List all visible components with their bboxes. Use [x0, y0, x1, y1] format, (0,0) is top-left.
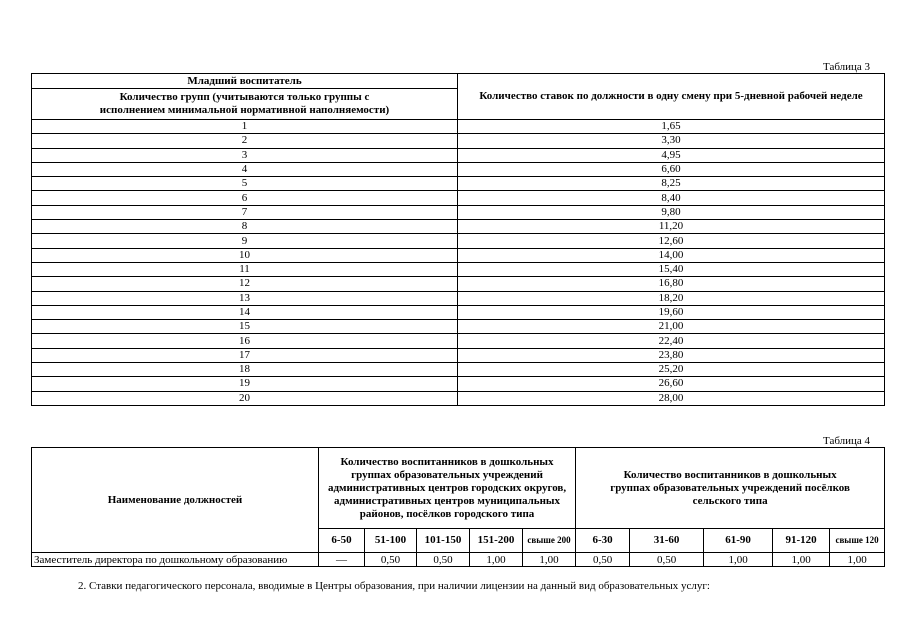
group-count-cell: 17 — [32, 348, 458, 362]
range-header: 51-100 — [365, 529, 417, 553]
table4-urban-header: Количество воспитанников в дошкольных группах образовательных учреждений административных центров городских округов, административных центров муниципальных районов, посёлков городского типа — [319, 448, 576, 529]
rate-cell: 0,50 — [365, 553, 417, 567]
note-paragraph: 2. Ставки педагогического персонала, вводимые в Центры образования, при наличии лицензии на данный вид образовательных услуг: — [78, 580, 710, 592]
group-count-cell: 1 — [32, 120, 458, 134]
group-count-cell: 18 — [32, 363, 458, 377]
range-header: свыше 120 — [830, 529, 885, 553]
table4-rural-header: Количество воспитанников в дошкольных группах образовательных учреждений посёлков сельского типа — [576, 448, 885, 529]
group-count-cell: 7 — [32, 205, 458, 219]
group-count-cell: 9 — [32, 234, 458, 248]
range-header: 6-30 — [576, 529, 630, 553]
range-header: 6-50 — [319, 529, 365, 553]
rate-cell: 1,00 — [704, 553, 773, 567]
group-count-cell: 10 — [32, 248, 458, 262]
table3-group-header: Младший воспитатель — [32, 74, 458, 89]
group-count-cell: 11 — [32, 262, 458, 276]
rate-cell: 14,00 — [458, 248, 885, 262]
table3-col1-header: Количество групп (учитываются только группы с исполнением минимальной нормативной наполняемости) — [32, 89, 458, 120]
table-row — [32, 262, 885, 276]
table-row — [32, 134, 885, 148]
table-row — [32, 248, 885, 262]
group-count-cell: 14 — [32, 305, 458, 319]
group-count-cell: 15 — [32, 320, 458, 334]
group-count-cell: 4 — [32, 162, 458, 176]
table4-caption: Таблица 4 — [823, 435, 871, 447]
rate-cell: 0,50 — [417, 553, 470, 567]
rate-cell: 15,40 — [458, 262, 885, 276]
table-row — [32, 148, 885, 162]
position-name-cell: Заместитель директора по дошкольному образованию — [32, 553, 319, 567]
table-row — [32, 553, 885, 567]
table-row — [32, 277, 885, 291]
table-row — [32, 162, 885, 176]
rate-cell: — — [319, 553, 365, 567]
table-row — [32, 234, 885, 248]
rate-cell: 9,80 — [458, 205, 885, 219]
table-row — [32, 363, 885, 377]
rate-cell: 25,20 — [458, 363, 885, 377]
group-count-cell: 5 — [32, 177, 458, 191]
rate-cell: 18,20 — [458, 291, 885, 305]
rate-cell: 0,50 — [630, 553, 704, 567]
table-row — [32, 391, 885, 405]
rate-cell: 16,80 — [458, 277, 885, 291]
rate-cell: 11,20 — [458, 220, 885, 234]
staff-rates-table — [31, 73, 885, 406]
rate-cell: 0,50 — [576, 553, 630, 567]
rate-cell: 1,00 — [830, 553, 885, 567]
group-count-cell: 6 — [32, 191, 458, 205]
rate-cell: 6,60 — [458, 162, 885, 176]
group-count-cell: 20 — [32, 391, 458, 405]
group-count-cell: 13 — [32, 291, 458, 305]
range-header: 151-200 — [470, 529, 523, 553]
rate-cell: 23,80 — [458, 348, 885, 362]
rate-cell: 8,40 — [458, 191, 885, 205]
rate-cell: 1,00 — [523, 553, 576, 567]
range-header: 31-60 — [630, 529, 704, 553]
rate-cell: 8,25 — [458, 177, 885, 191]
table-row — [32, 320, 885, 334]
table-row — [32, 334, 885, 348]
group-count-cell: 19 — [32, 377, 458, 391]
rate-cell: 1,00 — [773, 553, 830, 567]
range-header: свыше 200 — [523, 529, 576, 553]
table4-name-header: Наименование должностей — [32, 448, 319, 553]
table-row — [32, 377, 885, 391]
rate-cell: 26,60 — [458, 377, 885, 391]
range-header: 61-90 — [704, 529, 773, 553]
table-row — [32, 348, 885, 362]
table-row — [32, 220, 885, 234]
table-row — [32, 177, 885, 191]
rate-cell: 19,60 — [458, 305, 885, 319]
range-header: 101-150 — [417, 529, 470, 553]
rate-cell: 22,40 — [458, 334, 885, 348]
rate-cell: 4,95 — [458, 148, 885, 162]
table-row — [32, 305, 885, 319]
rate-cell: 1,65 — [458, 120, 885, 134]
table-row — [32, 291, 885, 305]
rate-cell: 21,00 — [458, 320, 885, 334]
group-count-cell: 3 — [32, 148, 458, 162]
table-row — [32, 205, 885, 219]
table-row — [32, 191, 885, 205]
rate-cell: 3,30 — [458, 134, 885, 148]
range-header: 91-120 — [773, 529, 830, 553]
table3-caption: Таблица 3 — [823, 61, 871, 73]
rate-cell: 1,00 — [470, 553, 523, 567]
table3-col2-header: Количество ставок по должности в одну смену при 5-дневной рабочей неделе — [458, 74, 885, 120]
deputy-director-rates-table — [31, 447, 885, 567]
group-count-cell: 2 — [32, 134, 458, 148]
rate-cell: 28,00 — [458, 391, 885, 405]
group-count-cell: 12 — [32, 277, 458, 291]
table-row — [32, 120, 885, 134]
rate-cell: 12,60 — [458, 234, 885, 248]
group-count-cell: 8 — [32, 220, 458, 234]
group-count-cell: 16 — [32, 334, 458, 348]
